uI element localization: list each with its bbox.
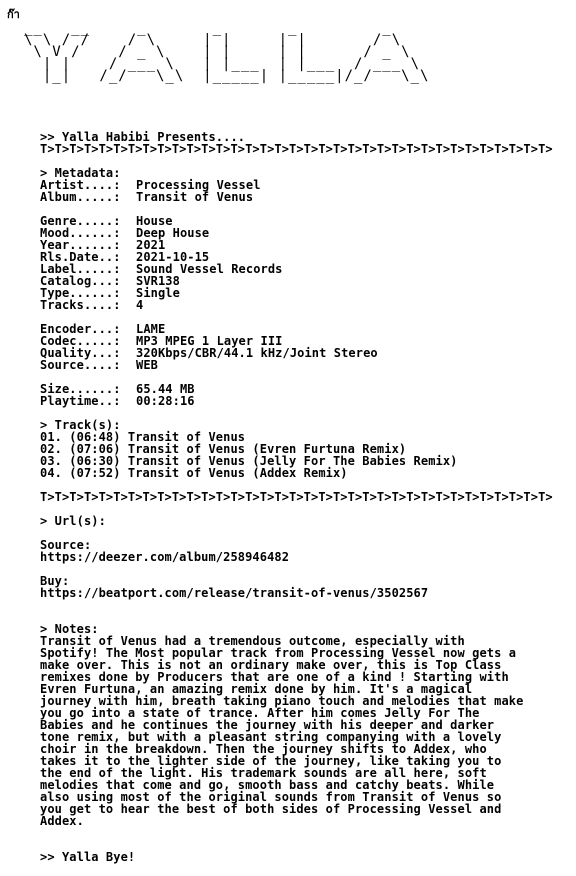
tracklist-heading: > Track(s): xyxy=(40,418,121,432)
meta-label: Label.....: xyxy=(40,262,121,276)
track-item: 02. (07:06) Transit of Venus (Evren Furtuna Remix) xyxy=(40,442,407,456)
meta-value: Processing Vessel xyxy=(136,178,261,192)
notes-line: takes it to the lighter side of the journey, like taking you to xyxy=(40,754,502,768)
meta-label: Catalog...: xyxy=(40,274,121,288)
logo-line: \ V / / _ \ | | | | / _ \ xyxy=(24,44,439,60)
notes-line: make over. This is not an ordinary make over, this is Top Class xyxy=(40,658,502,672)
track-item: 01. (06:48) Transit of Venus xyxy=(40,430,246,444)
metadata-heading: > Metadata: xyxy=(40,166,121,180)
buy-url-link[interactable]: https://beatport.com/release/transit-of-venus/3502567 xyxy=(40,586,429,600)
meta-value: Deep House xyxy=(136,226,210,240)
meta-label: Genre.....: xyxy=(40,214,121,228)
meta-value: MP3 MPEG 1 Layer III xyxy=(136,334,283,348)
notes-line: Babies and he continues the journey with his deeper and darker xyxy=(40,718,495,732)
meta-label: Encoder...: xyxy=(40,322,121,336)
meta-label: Codec.....: xyxy=(40,334,121,348)
meta-value: 320Kbps/CBR/44.1 kHz/Joint Stereo xyxy=(136,346,378,360)
notes-line: journey with him, breath taking piano touch and melodies that make xyxy=(40,694,524,708)
notes-heading: > Notes: xyxy=(40,622,99,636)
meta-value: Transit of Venus xyxy=(136,190,254,204)
urls-heading: > Url(s): xyxy=(40,514,106,528)
meta-label: Artist....: xyxy=(40,178,121,192)
meta-value: House xyxy=(136,214,173,228)
source-url-label: Source: xyxy=(40,538,92,552)
meta-label: Rls.Date..: xyxy=(40,250,121,264)
meta-value: WEB xyxy=(136,358,158,372)
meta-label: Quality...: xyxy=(40,346,121,360)
presents-line: >> Yalla Habibi Presents.... xyxy=(40,130,246,144)
notes-line: Addex. xyxy=(40,814,84,828)
meta-value: 65.44 MB xyxy=(136,382,195,396)
notes-line: you go into a state of trance. After him comes Jelly For The xyxy=(40,706,480,720)
meta-row-album xyxy=(40,191,570,203)
meta-value: 2021 xyxy=(136,238,166,252)
notes-line: Spotify! The Most popular track from Processing Vessel now gets a xyxy=(40,646,517,660)
notes-line: you get to hear the best of both sides of Processing Vessel and xyxy=(40,802,502,816)
meta-label: Mood......: xyxy=(40,226,121,240)
meta-label: Album.....: xyxy=(40,190,121,204)
meta-row-tracks xyxy=(40,299,570,311)
meta-row-playtime xyxy=(40,395,570,407)
notes-line: Evren Furtuna, an amazing remix done by him. It's a magical xyxy=(40,682,473,696)
bye-line: >> Yalla Bye! xyxy=(40,850,136,864)
notes-line: choir in the breakdown. Then the journey shifts to Addex, who xyxy=(40,742,487,756)
meta-value: 4 xyxy=(136,298,144,312)
buy-url-label: Buy: xyxy=(40,574,70,588)
nfo-document xyxy=(40,131,570,863)
meta-value: 2021-10-15 xyxy=(136,250,210,264)
logo-line: __ __ _ _ _ _ xyxy=(24,20,439,36)
notes-line: Transit of Venus had a tremendous outcome, especially with xyxy=(40,634,465,648)
meta-label: Tracks....: xyxy=(40,298,121,312)
meta-label: Year......: xyxy=(40,238,121,252)
meta-value: LAME xyxy=(136,322,166,336)
logo-line: |_| /_/ \_\ |_____| |_____|/_/ \_\ xyxy=(24,68,439,84)
meta-value: Single xyxy=(136,286,180,300)
notes-line: tone remix, but with a pleasant string companying with a lovely xyxy=(40,730,502,744)
meta-value: SVR138 xyxy=(136,274,180,288)
yalla-ascii-logo xyxy=(24,22,439,82)
meta-label: Playtime..: xyxy=(40,394,121,408)
track-item: 03. (06:30) Transit of Venus (Jelly For The Babies Remix) xyxy=(40,454,458,468)
meta-label: Source....: xyxy=(40,358,121,372)
source-url-link[interactable]: https://deezer.com/album/258946482 xyxy=(40,550,290,564)
meta-label: Type......: xyxy=(40,286,121,300)
notes-line: the end of the light. His trademark sounds are all here, soft xyxy=(40,766,487,780)
track-item: 04. (07:52) Transit of Venus (Addex Remix) xyxy=(40,466,348,480)
meta-row-source xyxy=(40,359,570,371)
notes-line: remixes done by Producers that are one of a kind ! Starting with xyxy=(40,670,509,684)
divider-top: T>T>T>T>T>T>T>T>T>T>T>T>T>T>T>T>T>T>T>T>T>T>T>T>T>T>T>T>T>T>T>T>T>T>T> xyxy=(40,142,553,156)
meta-label: Size......: xyxy=(40,382,121,396)
meta-value: 00:28:16 xyxy=(136,394,195,408)
notes-line: melodies that come and go, smooth bass and catchy beats. While xyxy=(40,778,495,792)
logo-line: | | / ___ \ | |___ | |___ / ___ \ xyxy=(24,56,439,72)
logo-line: \ \ / / / \ | | | | / \ xyxy=(24,32,439,48)
notes-line: also using most of the original sounds from Transit of Venus so xyxy=(40,790,502,804)
divider-bottom: T>T>T>T>T>T>T>T>T>T>T>T>T>T>T>T>T>T>T>T>T>T>T>T>T>T>T>T>T>T>T>T>T>T>T> xyxy=(40,490,553,504)
meta-value: Sound Vessel Records xyxy=(136,262,283,276)
corner-mark: ก๊า xyxy=(7,8,20,21)
